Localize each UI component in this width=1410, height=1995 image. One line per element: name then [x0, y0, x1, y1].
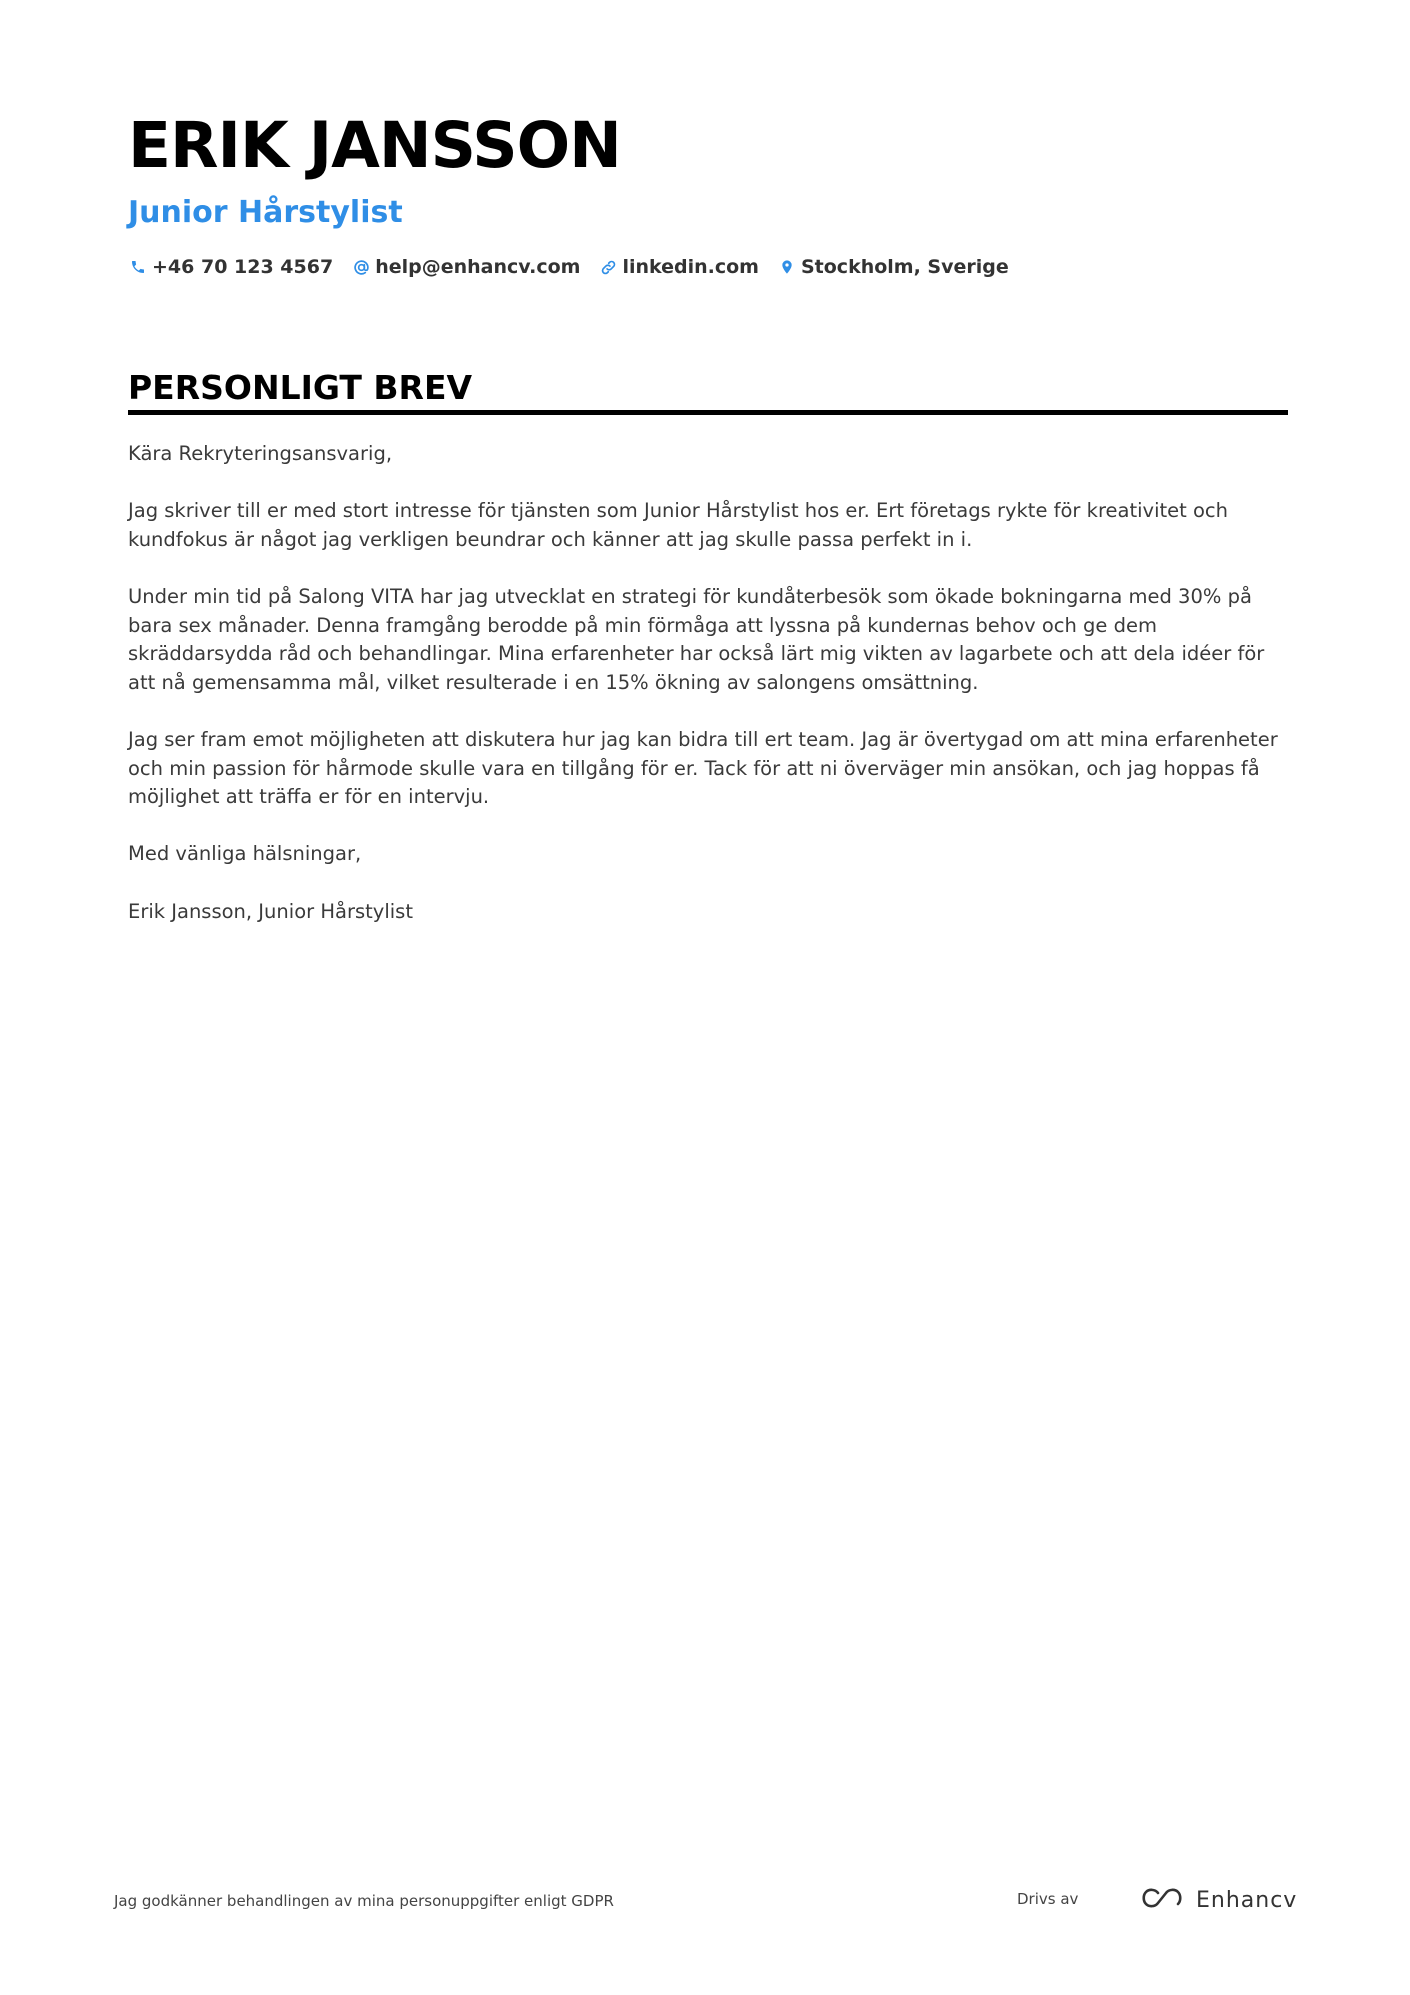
- letter-greeting: Kära Rekryteringsansvarig,: [128, 442, 393, 465]
- link-icon: [598, 257, 618, 277]
- contact-email-text: help@enhancv.com: [375, 256, 581, 278]
- contact-location-text: Stockholm, Sverige: [800, 256, 1009, 278]
- contact-location: [777, 256, 1009, 278]
- resume-header: [128, 104, 1288, 278]
- letter-body: [128, 440, 1288, 955]
- letter-paragraph: Under min tid på Salong VITA har jag utvecklat en strategi för kundåterbesök som ökade bokningarna med 30% på bara sex månader. Denna framgång berodde på min förmåga att lyssna på kundernas behov och ge dem skräddarsydda råd och behandlingar. Mina erfarenheter har också lärt mig vikten av lagarbete och att dela idéer för att nå gemensamma mål, vilket resulterade i en 15% ökning av salongens omsättning.: [128, 584, 1265, 694]
- gdpr-consent-text: Jag godkänner behandlingen av mina personuppgifter enligt GDPR: [114, 1892, 614, 1910]
- enhancv-brand-name: Enhancv: [1196, 1887, 1298, 1913]
- enhancv-brand-link[interactable]: [1138, 1880, 1297, 1920]
- contact-phone-text: +46 70 123 4567: [152, 256, 334, 278]
- powered-by-label: Drivs av: [1017, 1890, 1079, 1908]
- candidate-name: ERIK JANSSON: [128, 109, 621, 182]
- section-divider: [128, 410, 1288, 415]
- phone-icon: [128, 257, 148, 277]
- contact-linkedin-text: linkedin.com: [622, 256, 759, 278]
- letter-signature: Erik Jansson, Junior Hårstylist: [128, 899, 413, 923]
- candidate-role: Junior Hårstylist: [128, 195, 403, 230]
- letter-paragraph: Jag skriver till er med stort intresse för tjänsten som Junior Hårstylist hos er. Ert företags rykte för kreativitet och kundfokus är något jag verkligen beundrar och känner att jag skulle passa perfekt in i.: [128, 499, 1228, 551]
- at-icon: [351, 257, 371, 277]
- contact-email[interactable]: [351, 256, 580, 278]
- location-pin-icon: [777, 257, 797, 277]
- enhancv-logo-icon: [1138, 1885, 1184, 1916]
- letter-paragraph: Jag ser fram emot möjligheten att diskutera hur jag kan bidra till ert team. Jag är övertygad om att mina erfarenheter och min passion för hårmode skulle vara en tillgång för er. Tack för att ni överväger min ansökan, och jag hoppas få möjlighet att träffa er för en intervju.: [128, 727, 1278, 809]
- contact-linkedin[interactable]: [598, 256, 759, 278]
- section-title: PERSONLIGT BREV: [128, 368, 473, 407]
- contact-bar: [128, 256, 1288, 278]
- letter-closing: Med vänliga hälsningar,: [128, 842, 362, 866]
- contact-phone[interactable]: [128, 256, 333, 278]
- page-footer: [0, 1880, 1410, 1920]
